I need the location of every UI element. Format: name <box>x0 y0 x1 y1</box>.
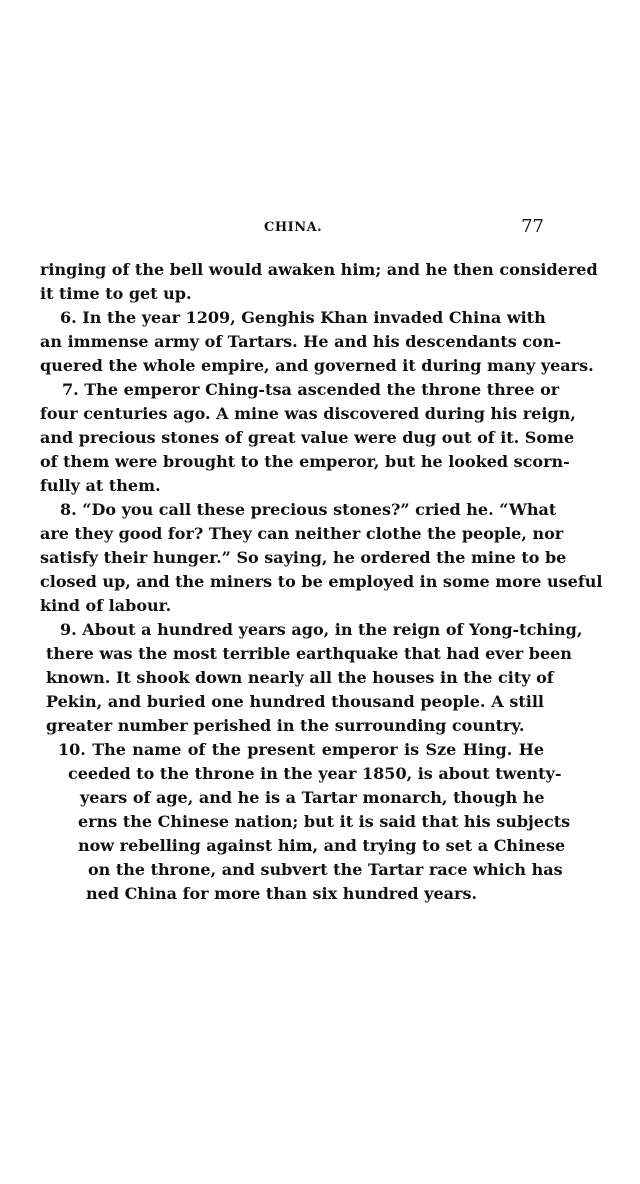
text-line: satisfy their hunger.” So saying, he ordered the mine to be <box>40 548 567 567</box>
text-line: 7. The emperor Ching-tsa ascended the throne three or <box>62 380 560 399</box>
text-line: known. It shook down nearly all the houses in the city of <box>46 668 554 687</box>
text-line: of them were brought to the emperor, but he looked scorn- <box>40 452 570 471</box>
text-line: there was the most terrible earthquake that had ever been <box>46 644 572 663</box>
text-line: an immense army of Tartars. He and his descendants con- <box>40 332 561 351</box>
text-line: years of age, and he is a Tartar monarch, though he <box>80 788 545 807</box>
text-line: 8. “Do you call these precious stones?” cried he. “What <box>60 500 557 519</box>
running-head <box>40 216 544 240</box>
text-line: ned China for more than six hundred years. <box>86 884 478 903</box>
text-line: Pekin, and buried one hundred thousand people. A still <box>46 692 544 711</box>
text-line: it time to get up. <box>40 284 192 303</box>
text-line: 9. About a hundred years ago, in the reign of Yong-tching, <box>60 620 583 639</box>
text-line: fully at them. <box>40 476 161 495</box>
page-number: 77 <box>521 216 544 237</box>
text-line: ceeded to the throne in the year 1850, is about twenty- <box>68 764 562 783</box>
text-line: are they good for? They can neither clothe the people, nor <box>40 524 564 543</box>
text-line: quered the whole empire, and governed it during many years. <box>40 356 594 375</box>
text-line: four centuries ago. A mine was discovered during his reign, <box>40 404 576 423</box>
text-line: 10. The name of the present emperor is Sze Hing. He <box>58 740 544 759</box>
text-line: kind of labour. <box>40 596 172 615</box>
text-line: ringing of the bell would awaken him; and he then considered <box>40 260 598 279</box>
text-line: greater number perished in the surrounding country. <box>46 716 525 735</box>
text-line: 6. In the year 1209, Genghis Khan invaded China with <box>60 308 546 327</box>
text-line: on the throne, and subvert the Tartar race which has <box>88 860 563 879</box>
text-line: closed up, and the miners to be employed in some more useful <box>40 572 603 591</box>
running-title: CHINA. <box>264 220 323 235</box>
text-line: erns the Chinese nation; but it is said that his subjects <box>78 812 571 831</box>
text-line: and precious stones of great value were dug out of it. Some <box>40 428 575 447</box>
text-line: now rebelling against him, and trying to set a Chinese <box>78 836 566 855</box>
